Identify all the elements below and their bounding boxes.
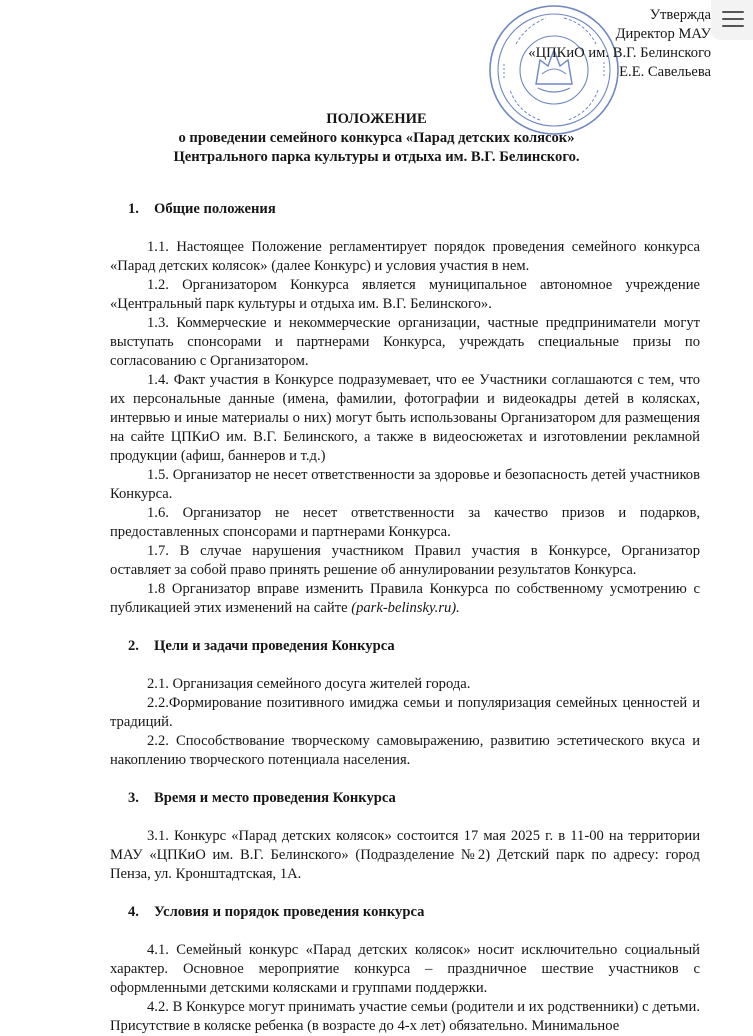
section-heading: 3. Время и место проведения Конкурса	[128, 790, 396, 806]
approval-block	[528, 6, 711, 82]
document-title	[0, 110, 753, 167]
section-heading: 4. Условия и порядок проведения конкурса	[128, 904, 425, 920]
menu-icon[interactable]	[711, 0, 753, 40]
paragraph: 4.1. Семейный конкурс «Парад детских колясок» носит исключительно социальный характер. Основное мероприятие конкурса – праздничное шествие участников с оформленными детскими колясками и группами поддержки.	[110, 942, 700, 996]
paragraph: 1.3. Коммерческие и некоммерческие организации, частные предприниматели могут выступать спонсорами и партнерами Конкурса, учреждать специальные призы по согласованию с Организатором.	[110, 315, 700, 369]
paragraph: 1.8 Организатор вправе изменить Правила Конкурса по собственному усмотрению с публикацией этих изменений на сайте (park-belinsky.ru).	[110, 581, 700, 616]
document-body	[110, 200, 700, 1036]
paragraph: 1.1. Настоящее Положение регламентирует порядок проведения семейного конкурса «Парад детских колясок» (далее Конкурс) и условия участия в нем.	[110, 239, 700, 274]
paragraph: 2.2.Формирование позитивного имиджа семьи и популяризация семейных ценностей и традиций.	[110, 695, 700, 730]
paragraph: 1.7. В случае нарушения участником Правил участия в Конкурсе, Организатор оставляет за собой право принять решение об аннулировании результатов Конкурса.	[110, 543, 700, 578]
approve-line: «ЦПКиО им. В.Г. Белинского	[528, 45, 711, 61]
paragraph: 1.6. Организатор не несет ответственности за качество призов и подарков, предоставленных спонсорами и партнерами Конкурса.	[110, 505, 700, 540]
paragraph: 1.4. Факт участия в Конкурсе подразумевает, что ее Участники соглашаются с тем, что их персональные данные (имена, фамилии, фотографии и видеокадры детей в колясках, интервью и иные материалы о них) могут быть использованы Организатором для размещения на сайте ЦПКиО им. В.Г. Белинского, а также в видеосюжетах и изготовлении рекламной продукции (афиш, баннеров и т.д.)	[110, 372, 700, 464]
paragraph: 2.2. Способствование творческому самовыражению, развитию эстетического вкуса и накоплению творческого потенциала населения.	[110, 733, 700, 768]
site-link[interactable]: (park-belinsky.ru).	[351, 600, 460, 616]
title-line: о проведении семейного конкурса «Парад детских колясок»	[178, 130, 575, 146]
paragraph: 1.5. Организатор не несет ответственности за здоровье и безопасность детей участников Конкурса.	[110, 467, 700, 502]
title-line: Центрального парка культуры и отдыха им. В.Г. Белинского.	[173, 149, 580, 165]
paragraph: 1.2. Организатором Конкурса является муниципальное автономное учреждение «Центральный парк культуры и отдыха им. В.Г. Белинского».	[110, 277, 700, 312]
approve-line: Е.Е. Савельева	[619, 64, 711, 80]
title-line: ПОЛОЖЕНИЕ	[326, 111, 427, 127]
paragraph: 3.1. Конкурс «Парад детских колясок» состоится 17 мая 2025 г. в 11-00 на территории МАУ «ЦПКиО им. В.Г. Белинского» (Подразделение №2) Детский парк по адресу: город Пенза, ул. Кронштадтская, 1А.	[110, 828, 700, 882]
approve-line: Утвержда	[649, 7, 711, 23]
paragraph: 2.1. Организация семейного досуга жителей города.	[147, 676, 471, 692]
approve-line: Директор МАУ	[615, 26, 711, 42]
section-heading: 2. Цели и задачи проведения Конкурса	[128, 638, 395, 654]
section-heading: 1. Общие положения	[128, 201, 276, 217]
paragraph: 4.2. В Конкурсе могут принимать участие семьи (родители и их родственники) с детьми. Присутствие в коляске ребенка (в возрасте до 4-х лет) обязательно. Минимальное	[110, 999, 700, 1034]
